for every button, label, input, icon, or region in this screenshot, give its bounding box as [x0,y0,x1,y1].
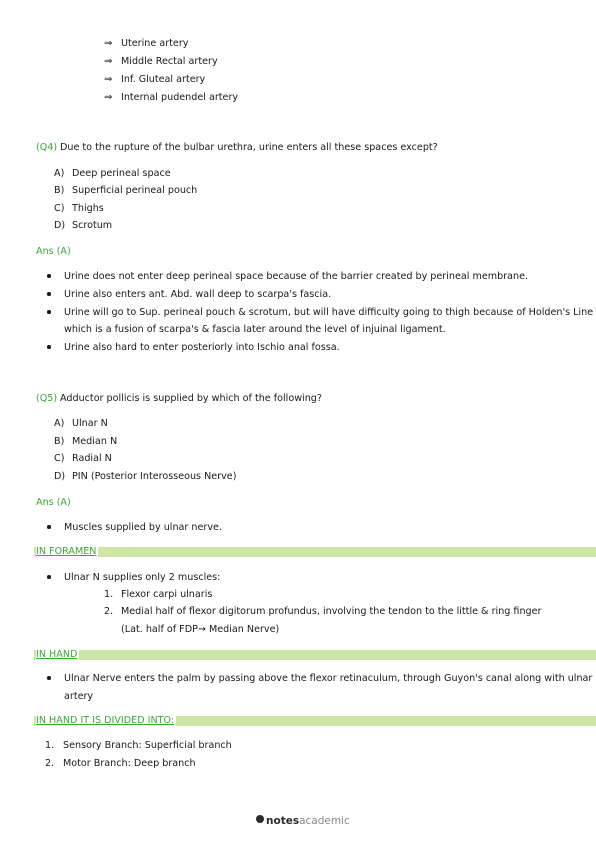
option-text: Superficial perineal pouch [72,185,198,196]
option-letter: C) [54,453,65,464]
explanation-text: Urine does not enter deep perineal space because of the barrier created by perineal membrane. [64,271,529,282]
explanation-text: Urine will go to Sup. perineal pouch & scrotum, but will have difficulty going to thigh because of Holden's Line [64,307,594,318]
option-text: Thighs [72,203,104,214]
question-text: Adductor pollicis is supplied by which of the following? [60,393,322,404]
list-number: 2. [104,606,114,617]
section-band [34,547,596,557]
option-text: Ulnar N [72,418,108,429]
section-heading: IN HAND IT IS DIVIDED INTO: [36,715,175,726]
option-letter: B) [54,185,65,196]
logo-light-text: academic [299,815,350,827]
bullet-dot [47,525,51,529]
section-band [34,650,596,660]
bullet-dot [47,292,51,296]
bullet-dot [47,575,51,579]
option-text: PIN (Posterior Interosseous Nerve) [72,471,237,482]
bullet-dot [47,676,51,680]
note-text: (Lat. half of FDP→ Median Nerve) [121,624,280,635]
section-heading: IN HAND [36,649,78,660]
explanation-text: Urine also hard to enter posteriorly into Ischio anal fossa. [64,342,340,353]
answer-label: Ans (A) [36,246,71,257]
explanation-text: Ulnar Nerve enters the palm by passing above the flexor retinaculum, through Guyon's canal along with ulnar [64,673,593,684]
list-item: Sensory Branch: Superficial branch [63,740,232,751]
explanation-text: Ulnar N supplies only 2 muscles: [64,572,221,583]
option-letter: A) [54,418,65,429]
answer-label: Ans (A) [36,497,71,508]
explanation-text: Muscles supplied by ulnar nerve. [64,522,222,533]
option-text: Median N [72,436,118,447]
artery-item: Middle Rectal artery [121,56,218,67]
logo-bold-text: notes [266,815,300,827]
option-text: Scrotum [72,220,113,231]
list-item: Flexor carpi ulnaris [121,589,213,600]
section-band-arrow [178,716,185,726]
option-letter: C) [54,203,65,214]
logo-mark-icon [256,815,264,823]
list-number: 2. [45,758,55,769]
option-letter: B) [54,436,65,447]
footer-logo [266,815,350,828]
list-item: Motor Branch: Deep branch [63,758,196,769]
explanation-text: which is a fusion of scarpa's & fascia later around the level of injuinal ligament. [64,324,446,335]
option-letter: A) [54,168,65,179]
artery-item: Internal pudendel artery [121,92,239,103]
arrow-icon: ⇒ [104,74,113,85]
question-number: (Q5) [36,393,58,404]
bullet-dot [47,274,51,278]
arrow-icon: ⇒ [104,38,113,49]
section-heading: IN FORAMEN [36,546,97,557]
bullet-dot [47,345,51,349]
option-letter: D) [54,471,66,482]
list-number: 1. [104,589,114,600]
arrow-icon: ⇒ [104,92,113,103]
bullet-dot [47,310,51,314]
list-item: Medial half of flexor digitorum profundus, involving the tendon to the little & ring finger [121,606,542,617]
section-band-arrow [100,547,107,557]
arrow-icon: ⇒ [104,56,113,67]
option-letter: D) [54,220,66,231]
option-text: Radial N [72,453,112,464]
artery-item: Uterine artery [121,38,189,49]
question-number: (Q4) [36,142,58,153]
explanation-text: Urine also enters ant. Abd. wall deep to scarpa's fascia. [64,289,332,300]
artery-item: Inf. Gluteal artery [121,74,206,85]
list-number: 1. [45,740,55,751]
option-text: Deep perineal space [72,168,171,179]
explanation-text: artery [64,691,94,702]
section-band-arrow [79,650,86,660]
question-text: Due to the rupture of the bulbar urethra, urine enters all these spaces except? [60,142,438,153]
